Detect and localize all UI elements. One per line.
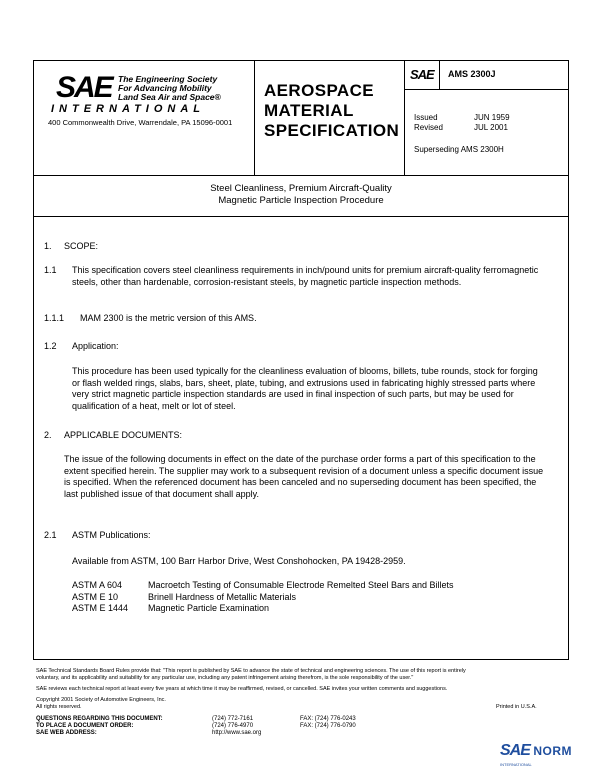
contact-label: SAE WEB ADDRESS: bbox=[36, 730, 97, 736]
rights: All rights reserved. bbox=[36, 704, 82, 710]
address: 400 Commonwealth Drive, Warrendale, PA 15096-0001 bbox=[48, 118, 233, 127]
section-text: The issue of the following documents in effect on the date of the purchase order forms a part of this specification to the extent specified herein. The supplier may work to a subsequent revision of a document unless a specific document issue is specified. When the referenced document has been canceled and no superseding document has been specified, the last published issue of that document shall apply. bbox=[64, 454, 544, 499]
section-title: ASTM Publications: bbox=[72, 530, 151, 540]
issued-row: Issued JUN 1959 bbox=[414, 113, 510, 122]
society-tagline: The Engineering Society For Advancing Mobility Land Sea Air and Space® bbox=[118, 74, 221, 102]
section-text: Available from ASTM, 100 Barr Harbor Drive, West Conshohocken, PA 19428-2959. bbox=[72, 556, 406, 566]
header-block bbox=[34, 61, 568, 176]
section-text: This specification covers steel cleanliness requirements in inch/pound units for premium aircraft-quality ferromagnetic steels, other than hardenable, corrosion-resistant steels, by magnetic particle inspection methods. bbox=[72, 265, 539, 287]
contact-phone: (724) 772-7161 bbox=[212, 716, 254, 722]
footer-notice: voluntary, and its applicability and suitability for any particular use, including any patent infringement arising therefrom, is the sole responsibility of the user." bbox=[36, 675, 414, 681]
contact-fax: FAX: (724) 776-0790 bbox=[300, 723, 356, 729]
section-number: 1.1.1 bbox=[44, 313, 65, 323]
section-text: This procedure has been used typically for the cleanliness evaluation of blooms, billets, tube rounds, stock for forging or flash welded rings, slabs, bars, sheet, plate, tubing, and extrusions used in fabricating highly stressed parts where very strict magnetic particle inspection standards are used in final inspection of such parts, but may be used for qualification of a heat, melt or lot of steel. bbox=[72, 366, 538, 411]
copyright: Copyright 2001 Society of Automotive Engineers, Inc. bbox=[36, 697, 166, 703]
contact-label: TO PLACE A DOCUMENT ORDER: bbox=[36, 723, 134, 729]
section-text: MAM 2300 is the metric version of this AMS. bbox=[80, 313, 257, 323]
contact-label: QUESTIONS REGARDING THIS DOCUMENT: bbox=[36, 716, 163, 722]
table-row: ASTM E 10 Brinell Hardness of Metallic Materials bbox=[72, 591, 297, 602]
superseding: Superseding AMS 2300H bbox=[414, 145, 504, 154]
section-number: 2.1 bbox=[44, 530, 57, 540]
sae-logo-text: SAE bbox=[56, 71, 112, 104]
table-row: ASTM A 604 Macroetch Testing of Consumable Electrode Remelted Steel Bars and Billets bbox=[72, 580, 454, 590]
small-sae-logo: SAE bbox=[410, 67, 434, 82]
divider bbox=[254, 61, 255, 175]
astm-reference-table bbox=[72, 580, 454, 615]
section-number: 2. bbox=[44, 430, 52, 440]
document-type-title: AEROSPACE MATERIAL SPECIFICATION bbox=[264, 81, 400, 140]
section-title: Application: bbox=[72, 341, 119, 351]
spec-number: AMS 2300J bbox=[448, 69, 496, 79]
table-row: ASTM E 1444 Magnetic Particle Examination bbox=[72, 603, 270, 613]
web-link[interactable]: http://www.sae.org bbox=[212, 730, 262, 736]
section-number: 1. bbox=[44, 241, 52, 251]
printed-in: Printed in U.S.A. bbox=[496, 704, 537, 710]
document-subject: Steel Cleanliness, Premium Aircraft-Quality Magnetic Particle Inspection Procedure bbox=[210, 183, 392, 206]
sae-norm-logo: SAE NORM bbox=[500, 742, 573, 759]
section-title: APPLICABLE DOCUMENTS: bbox=[64, 430, 183, 440]
revised-row: Revised JUL 2001 bbox=[414, 123, 508, 132]
international-text: INTERNATIONAL bbox=[51, 103, 206, 115]
section-number: 1.2 bbox=[44, 341, 57, 351]
section-title: SCOPE: bbox=[64, 241, 99, 251]
spec-sheet bbox=[33, 60, 569, 660]
contact-phone: (724) 776-4970 bbox=[212, 723, 254, 729]
spec-info-box bbox=[404, 61, 568, 175]
contact-fax: FAX: (724) 776-0243 bbox=[300, 716, 356, 722]
divider bbox=[34, 216, 568, 217]
footer-notice: SAE reviews each technical report at least every five years at which time it may be reaffirmed, revised, or cancelled. SAE invites your written comments and suggestions. bbox=[36, 686, 448, 692]
footer-notice: SAE Technical Standards Board Rules provide that: "This report is published by SAE to advance the state of technical and engineering sciences. The use of this report is entirely bbox=[36, 668, 466, 674]
sae-logo bbox=[51, 71, 221, 115]
section-number: 1.1 bbox=[44, 265, 57, 275]
sae-norm-subtext: INTERNATIONAL bbox=[500, 762, 532, 767]
